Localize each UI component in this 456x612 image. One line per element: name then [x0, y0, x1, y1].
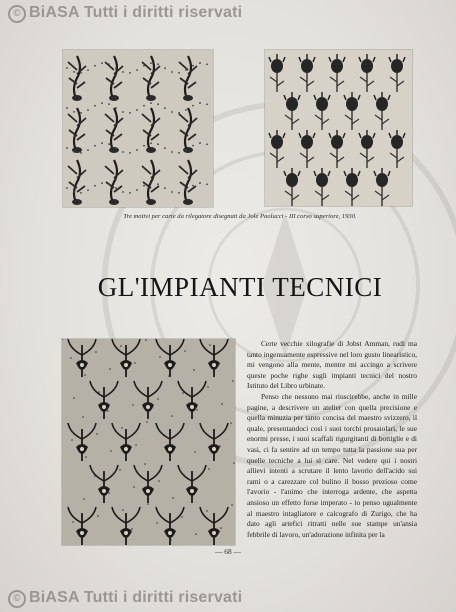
- copyright-icon: ©: [8, 590, 26, 608]
- page-number: — 68 —: [215, 547, 241, 556]
- copyright-watermark-top: © BiASA Tutti i diritti riservati: [8, 4, 242, 23]
- copyright-icon: ©: [8, 5, 26, 23]
- article-title: GL'IMPIANTI TECNICI: [97, 272, 383, 302]
- copyright-watermark-bottom: © BiASA Tutti i diritti riservati: [8, 589, 242, 608]
- article-paragraph: Certe vecchie xilografie di Jobst Amman, rudi ma tanto ingenuamente espressive nel loro gusto linearistico, mi vengono alla mente, mentre mi accingo a scrivere queste poche righe sugli impianti tecnici del nostro Istituto del Libro urbinate.: [247, 339, 417, 391]
- figure-pattern-tulips: [62, 339, 235, 545]
- figure-caption: Tre motivi per carte da rilegatore disegnati da Jole Paolucci - III corso superiore, 1930.: [123, 213, 357, 220]
- figure-pattern-stems: [63, 50, 213, 207]
- article-paragraph: Penso che nessuno mai riuscirebbe, anche in mille pagine, a descrivere un atelier con quella precisione e quella minuzia per tanto concisa del maestro svizzero, il quale, presentandoci così i suoi torchi prosaiolari, le sue enormi presse, i suoi scaffali rigurgitanti di bottiglie e di vasi, ci fa sentire ad un tempo tutta la passione sua per quelle tecniche a lui sì care. Nel vedere qui i nostri allievi intenti a scrutare il lento lavorio dell'acido sui rami o a carezzare col bulino il bosso prezioso come l'avorio - l'animo che interroga ardente, che aspetta ansioso un effetto forse imperato - io penso ugualmente al maestro intagliatore e calcografo di Zurigo, che ha dato agli artefici ritratti nelle sue stampe un'ansia febbrile di lavoro, un'adorazione infinita per la: [247, 391, 417, 539]
- figure-pattern-thistles: [265, 50, 412, 206]
- article-body: [247, 339, 417, 540]
